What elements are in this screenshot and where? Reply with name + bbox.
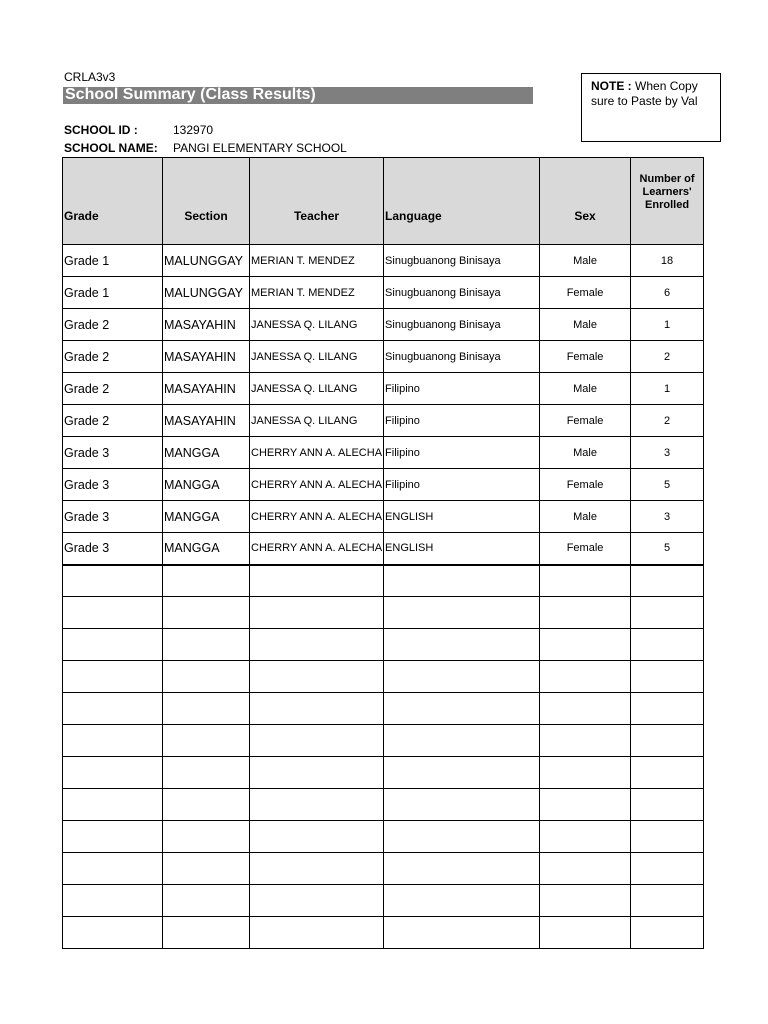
table-row xyxy=(63,885,704,917)
cell-section[interactable] xyxy=(163,853,250,885)
school-id-row xyxy=(64,123,213,137)
column-header-number-enrolled: Number of Learners' Enrolled xyxy=(631,158,704,245)
table-row xyxy=(63,629,704,661)
cell-section[interactable] xyxy=(163,789,250,821)
cell-grade[interactable] xyxy=(63,885,163,917)
cell-sex[interactable]: Female xyxy=(540,341,631,373)
cell-sex[interactable]: Female xyxy=(540,533,631,565)
cell-language[interactable] xyxy=(384,565,540,597)
school-name-row xyxy=(64,141,347,155)
cell-teacher[interactable]: CHERRY ANN A. ALECHA xyxy=(250,533,384,565)
table-row xyxy=(63,437,704,469)
table-row xyxy=(63,565,704,597)
cell-grade[interactable] xyxy=(63,565,163,597)
cell-grade[interactable]: Grade 1 xyxy=(63,245,163,277)
cell-sex[interactable] xyxy=(540,597,631,629)
cell-teacher[interactable] xyxy=(250,597,384,629)
cell-teacher[interactable] xyxy=(250,565,384,597)
cell-teacher[interactable]: CHERRY ANN A. ALECHA xyxy=(250,469,384,501)
table-row xyxy=(63,341,704,373)
cell-teacher[interactable] xyxy=(250,629,384,661)
cell-number-enrolled[interactable]: 3 xyxy=(631,501,704,533)
cell-section[interactable]: MASAYAHIN xyxy=(163,341,250,373)
cell-number-enrolled[interactable] xyxy=(631,661,704,693)
cell-section[interactable] xyxy=(163,565,250,597)
cell-sex[interactable] xyxy=(540,885,631,917)
cell-teacher[interactable]: MERIAN T. MENDEZ xyxy=(250,277,384,309)
cell-language[interactable]: Sinugbuanong Binisaya xyxy=(384,341,540,373)
table-row xyxy=(63,597,704,629)
column-header-grade: Grade xyxy=(63,158,163,245)
table-row xyxy=(63,469,704,501)
column-header-teacher: Teacher xyxy=(250,158,384,245)
cell-section[interactable]: MANGGA xyxy=(163,469,250,501)
school-name-label: SCHOOL NAME: xyxy=(64,141,158,155)
cell-language[interactable]: Filipino xyxy=(384,469,540,501)
cell-language[interactable] xyxy=(384,789,540,821)
cell-grade[interactable] xyxy=(63,917,163,949)
cell-sex[interactable]: Male xyxy=(540,309,631,341)
cell-number-enrolled[interactable] xyxy=(631,693,704,725)
cell-sex[interactable]: Male xyxy=(540,437,631,469)
note-text-line2: sure to Paste by Val xyxy=(591,94,698,108)
table-row xyxy=(63,693,704,725)
cell-sex[interactable]: Female xyxy=(540,277,631,309)
cell-number-enrolled[interactable]: 3 xyxy=(631,437,704,469)
cell-sex[interactable] xyxy=(540,629,631,661)
table-body xyxy=(63,245,704,949)
cell-section[interactable] xyxy=(163,661,250,693)
table-row xyxy=(63,789,704,821)
table-row xyxy=(63,277,704,309)
table-row xyxy=(63,245,704,277)
cell-teacher[interactable]: JANESSA Q. LILANG xyxy=(250,309,384,341)
cell-section[interactable] xyxy=(163,725,250,757)
cell-sex[interactable] xyxy=(540,693,631,725)
cell-section[interactable]: MANGGA xyxy=(163,437,250,469)
cell-section[interactable]: MASAYAHIN xyxy=(163,405,250,437)
cell-grade[interactable] xyxy=(63,629,163,661)
cell-teacher[interactable]: JANESSA Q. LILANG xyxy=(250,341,384,373)
cell-grade[interactable]: Grade 2 xyxy=(63,405,163,437)
cell-grade[interactable]: Grade 2 xyxy=(63,341,163,373)
cell-section[interactable] xyxy=(163,629,250,661)
cell-language[interactable]: Sinugbuanong Binisaya xyxy=(384,245,540,277)
school-name-value: PANGI ELEMENTARY SCHOOL xyxy=(173,141,347,155)
table-row xyxy=(63,821,704,853)
cell-number-enrolled[interactable]: 1 xyxy=(631,309,704,341)
cell-teacher[interactable] xyxy=(250,917,384,949)
cell-section[interactable]: MALUNGGAY xyxy=(163,277,250,309)
note-text: When Copy xyxy=(635,79,698,93)
cell-number-enrolled[interactable]: 5 xyxy=(631,469,704,501)
cell-number-enrolled[interactable] xyxy=(631,757,704,789)
cell-language[interactable] xyxy=(384,917,540,949)
cell-language[interactable]: Filipino xyxy=(384,437,540,469)
cell-sex[interactable] xyxy=(540,565,631,597)
cell-section[interactable]: MANGGA xyxy=(163,501,250,533)
cell-grade[interactable]: Grade 2 xyxy=(63,309,163,341)
table-row xyxy=(63,405,704,437)
school-id-value: 132970 xyxy=(173,123,214,137)
cell-language[interactable] xyxy=(384,821,540,853)
cell-number-enrolled[interactable]: 18 xyxy=(631,245,704,277)
cell-language[interactable]: Filipino xyxy=(384,405,540,437)
table-row xyxy=(63,725,704,757)
cell-grade[interactable]: Grade 1 xyxy=(63,277,163,309)
cell-grade[interactable]: Grade 2 xyxy=(63,373,163,405)
cell-language[interactable] xyxy=(384,661,540,693)
cell-grade[interactable] xyxy=(63,597,163,629)
cell-language[interactable]: ENGLISH xyxy=(384,501,540,533)
cell-teacher[interactable]: CHERRY ANN A. ALECHA xyxy=(250,437,384,469)
cell-sex[interactable] xyxy=(540,661,631,693)
cell-grade[interactable] xyxy=(63,789,163,821)
cell-teacher[interactable] xyxy=(250,725,384,757)
cell-language[interactable] xyxy=(384,853,540,885)
cell-number-enrolled[interactable] xyxy=(631,917,704,949)
cell-sex[interactable] xyxy=(540,917,631,949)
cell-section[interactable] xyxy=(163,917,250,949)
table-header-row xyxy=(63,158,704,245)
cell-number-enrolled[interactable]: 5 xyxy=(631,533,704,565)
cell-number-enrolled[interactable] xyxy=(631,885,704,917)
cell-section[interactable]: MASAYAHIN xyxy=(163,373,250,405)
column-header-section: Section xyxy=(163,158,250,245)
cell-number-enrolled[interactable] xyxy=(631,565,704,597)
cell-grade[interactable]: Grade 3 xyxy=(63,501,163,533)
cell-sex[interactable] xyxy=(540,821,631,853)
cell-number-enrolled[interactable]: 6 xyxy=(631,277,704,309)
cell-sex[interactable]: Male xyxy=(540,245,631,277)
cell-number-enrolled[interactable]: 1 xyxy=(631,373,704,405)
cell-section[interactable]: MANGGA xyxy=(163,533,250,565)
page-title: School Summary (Class Results) xyxy=(63,87,533,104)
cell-section[interactable]: MALUNGGAY xyxy=(163,245,250,277)
cell-number-enrolled[interactable]: 2 xyxy=(631,341,704,373)
table-row xyxy=(63,853,704,885)
cell-grade[interactable] xyxy=(63,757,163,789)
cell-sex[interactable]: Female xyxy=(540,469,631,501)
cell-sex[interactable] xyxy=(540,725,631,757)
table-row xyxy=(63,533,704,565)
cell-teacher[interactable] xyxy=(250,853,384,885)
cell-teacher[interactable]: JANESSA Q. LILANG xyxy=(250,373,384,405)
cell-sex[interactable]: Male xyxy=(540,373,631,405)
cell-number-enrolled[interactable] xyxy=(631,821,704,853)
cell-teacher[interactable] xyxy=(250,789,384,821)
cell-teacher[interactable] xyxy=(250,661,384,693)
table-row xyxy=(63,501,704,533)
cell-language[interactable]: ENGLISH xyxy=(384,533,540,565)
cell-language[interactable] xyxy=(384,885,540,917)
cell-number-enrolled[interactable] xyxy=(631,789,704,821)
cell-grade[interactable] xyxy=(63,821,163,853)
cell-teacher[interactable] xyxy=(250,885,384,917)
table-row xyxy=(63,373,704,405)
cell-grade[interactable] xyxy=(63,725,163,757)
cell-sex[interactable]: Male xyxy=(540,501,631,533)
column-header-language: Language xyxy=(384,158,540,245)
cell-grade[interactable] xyxy=(63,661,163,693)
cell-language[interactable] xyxy=(384,757,540,789)
cell-number-enrolled[interactable] xyxy=(631,725,704,757)
cell-grade[interactable]: Grade 3 xyxy=(63,469,163,501)
note-box xyxy=(581,73,721,142)
cell-language[interactable] xyxy=(384,725,540,757)
cell-grade[interactable]: Grade 3 xyxy=(63,533,163,565)
cell-grade[interactable] xyxy=(63,693,163,725)
cell-language[interactable]: Sinugbuanong Binisaya xyxy=(384,277,540,309)
cell-language[interactable] xyxy=(384,629,540,661)
cell-language[interactable] xyxy=(384,597,540,629)
cell-language[interactable]: Sinugbuanong Binisaya xyxy=(384,309,540,341)
cell-number-enrolled[interactable]: 2 xyxy=(631,405,704,437)
cell-teacher[interactable]: CHERRY ANN A. ALECHA xyxy=(250,501,384,533)
cell-teacher[interactable] xyxy=(250,821,384,853)
cell-section[interactable] xyxy=(163,757,250,789)
cell-section[interactable]: MASAYAHIN xyxy=(163,309,250,341)
cell-teacher[interactable] xyxy=(250,693,384,725)
cell-section[interactable] xyxy=(163,693,250,725)
cell-grade[interactable] xyxy=(63,853,163,885)
cell-section[interactable] xyxy=(163,821,250,853)
cell-grade[interactable]: Grade 3 xyxy=(63,437,163,469)
cell-sex[interactable] xyxy=(540,757,631,789)
cell-teacher[interactable]: JANESSA Q. LILANG xyxy=(250,405,384,437)
cell-section[interactable] xyxy=(163,885,250,917)
form-code: CRLA3v3 xyxy=(64,70,116,84)
cell-sex[interactable] xyxy=(540,789,631,821)
cell-number-enrolled[interactable] xyxy=(631,853,704,885)
table-row xyxy=(63,309,704,341)
cell-teacher[interactable] xyxy=(250,757,384,789)
table-row xyxy=(63,757,704,789)
cell-sex[interactable] xyxy=(540,853,631,885)
cell-teacher[interactable]: MERIAN T. MENDEZ xyxy=(250,245,384,277)
table-row xyxy=(63,661,704,693)
cell-language[interactable]: Filipino xyxy=(384,373,540,405)
class-results-table xyxy=(62,157,704,949)
note-label: NOTE : xyxy=(591,79,632,93)
cell-section[interactable] xyxy=(163,597,250,629)
column-header-sex: Sex xyxy=(540,158,631,245)
table-row xyxy=(63,917,704,949)
cell-sex[interactable]: Female xyxy=(540,405,631,437)
cell-number-enrolled[interactable] xyxy=(631,597,704,629)
cell-number-enrolled[interactable] xyxy=(631,629,704,661)
cell-language[interactable] xyxy=(384,693,540,725)
school-id-label: SCHOOL ID : xyxy=(64,123,138,137)
